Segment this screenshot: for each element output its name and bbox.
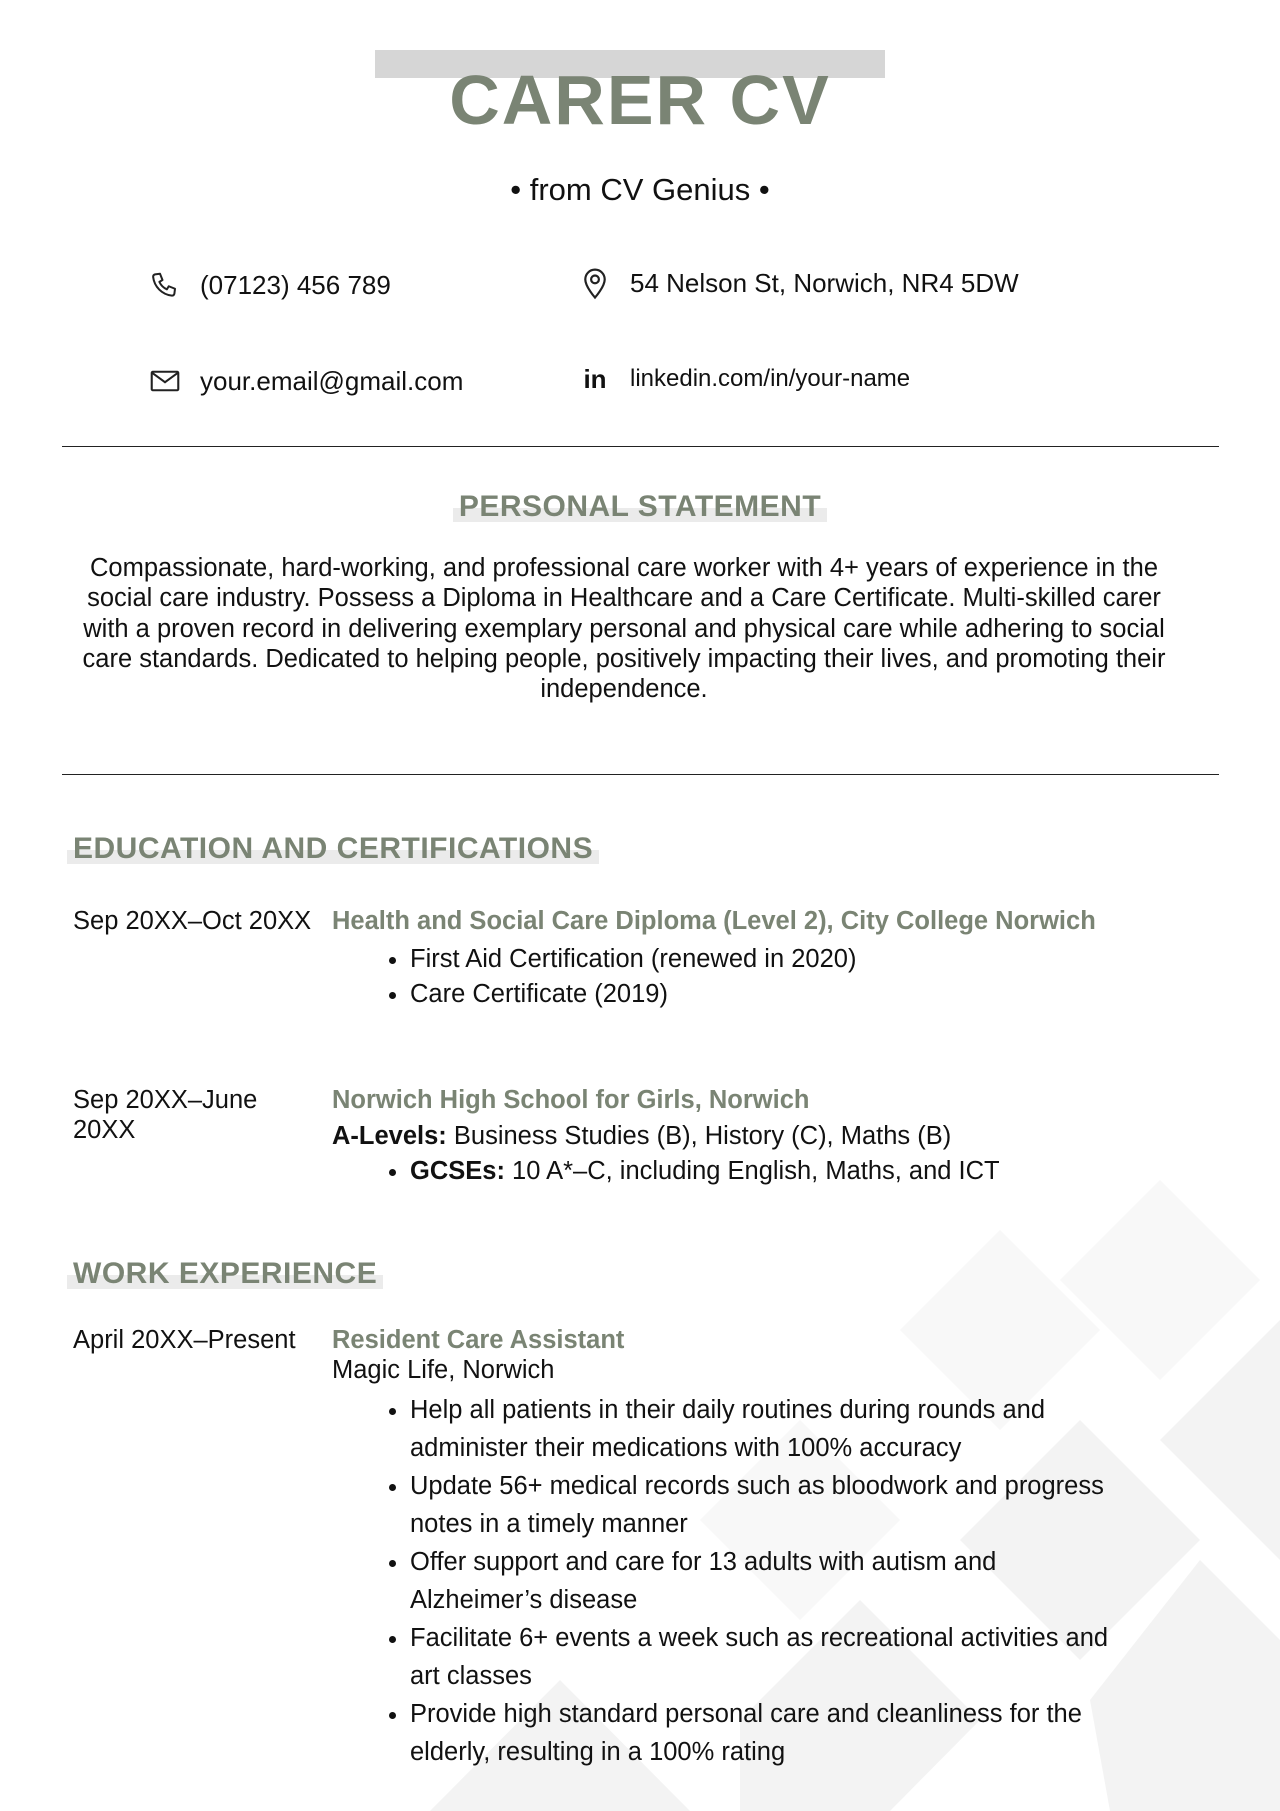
list-item: • Offer support and care for 13 adults with autism and Alzheimer’s disease	[410, 1543, 1130, 1619]
phone-number[interactable]: (07123) 456 789	[200, 269, 391, 300]
contact-phone	[148, 268, 391, 302]
work-company-1: Magic Life, Norwich	[332, 1356, 555, 1384]
list-item: • GCSEs: 10 A*–C, including English, Maths, and ICT	[410, 1154, 1112, 1189]
list-item: • Care Certificate (2019)	[410, 977, 1112, 1012]
divider	[62, 446, 1219, 447]
personal-statement-text: Compassionate, hard-working, and professional care worker with 4+ years of experience in the social care industry. Possess a Diploma in Healthcare and a Care Certificate. Multi-skilled carer with a proven record in delivering exemplary personal and physical care while adhering to social care standards. Dedicated to helping people, positively impacting their lives, and promoting their independence.	[82, 554, 1166, 704]
work-bullets-1	[332, 1391, 1130, 1771]
page-title: CARER CV	[449, 61, 831, 139]
divider	[62, 774, 1219, 775]
education-title-1: Health and Social Care Diploma (Level 2), City College Norwich	[332, 907, 1096, 935]
education-date-1: Sep 20XX–Oct 20XX	[73, 907, 312, 935]
education-entry-1	[332, 906, 1112, 1012]
work-experience-heading: WORK EXPERIENCE	[73, 1257, 377, 1291]
work-title-1: Resident Care Assistant	[332, 1326, 625, 1354]
education-date-2: Sep 20XX–June 20XX	[73, 1086, 258, 1144]
phone-icon	[148, 268, 182, 302]
location-pin-icon	[578, 266, 612, 300]
email-link[interactable]: your.email@gmail.com	[200, 365, 464, 396]
education-bullets-2	[332, 1154, 1112, 1189]
work-entry-1	[332, 1325, 1109, 1771]
list-item: • First Aid Certification (renewed in 2020)	[410, 942, 1112, 977]
linkedin-icon: in	[583, 363, 607, 394]
education-bullets-1	[332, 942, 1112, 1012]
contact-address	[578, 266, 1019, 300]
linkedin-link[interactable]: linkedin.com/in/your-name	[630, 365, 911, 392]
contact-linkedin	[578, 362, 910, 396]
list-item: • Provide high standard personal care and cleanliness for the elderly, resulting in a 100% rating	[410, 1695, 1130, 1771]
education-heading: EDUCATION AND CERTIFICATIONS	[73, 832, 593, 866]
alevels-line: A-Levels: Business Studies (B), History (C), Maths (B)	[332, 1122, 952, 1150]
education-entry-2	[332, 1085, 1112, 1189]
subtitle: • from CV Genius •	[510, 172, 770, 207]
list-item: • Help all patients in their daily routines during rounds and administer their medications with 100% accuracy	[410, 1391, 1130, 1467]
list-item: • Update 56+ medical records such as bloodwork and progress notes in a timely manner	[410, 1467, 1130, 1543]
contact-email	[148, 364, 463, 398]
work-date-1: April 20XX–Present	[73, 1326, 296, 1354]
header	[0, 60, 1280, 140]
personal-statement-heading: PERSONAL STATEMENT	[0, 490, 1280, 524]
list-item: • Facilitate 6+ events a week such as recreational activities and art classes	[410, 1619, 1130, 1695]
address-text: 54 Nelson St, Norwich, NR4 5DW	[630, 267, 1019, 298]
education-title-2: Norwich High School for Girls, Norwich	[332, 1086, 810, 1114]
envelope-icon	[148, 364, 182, 398]
